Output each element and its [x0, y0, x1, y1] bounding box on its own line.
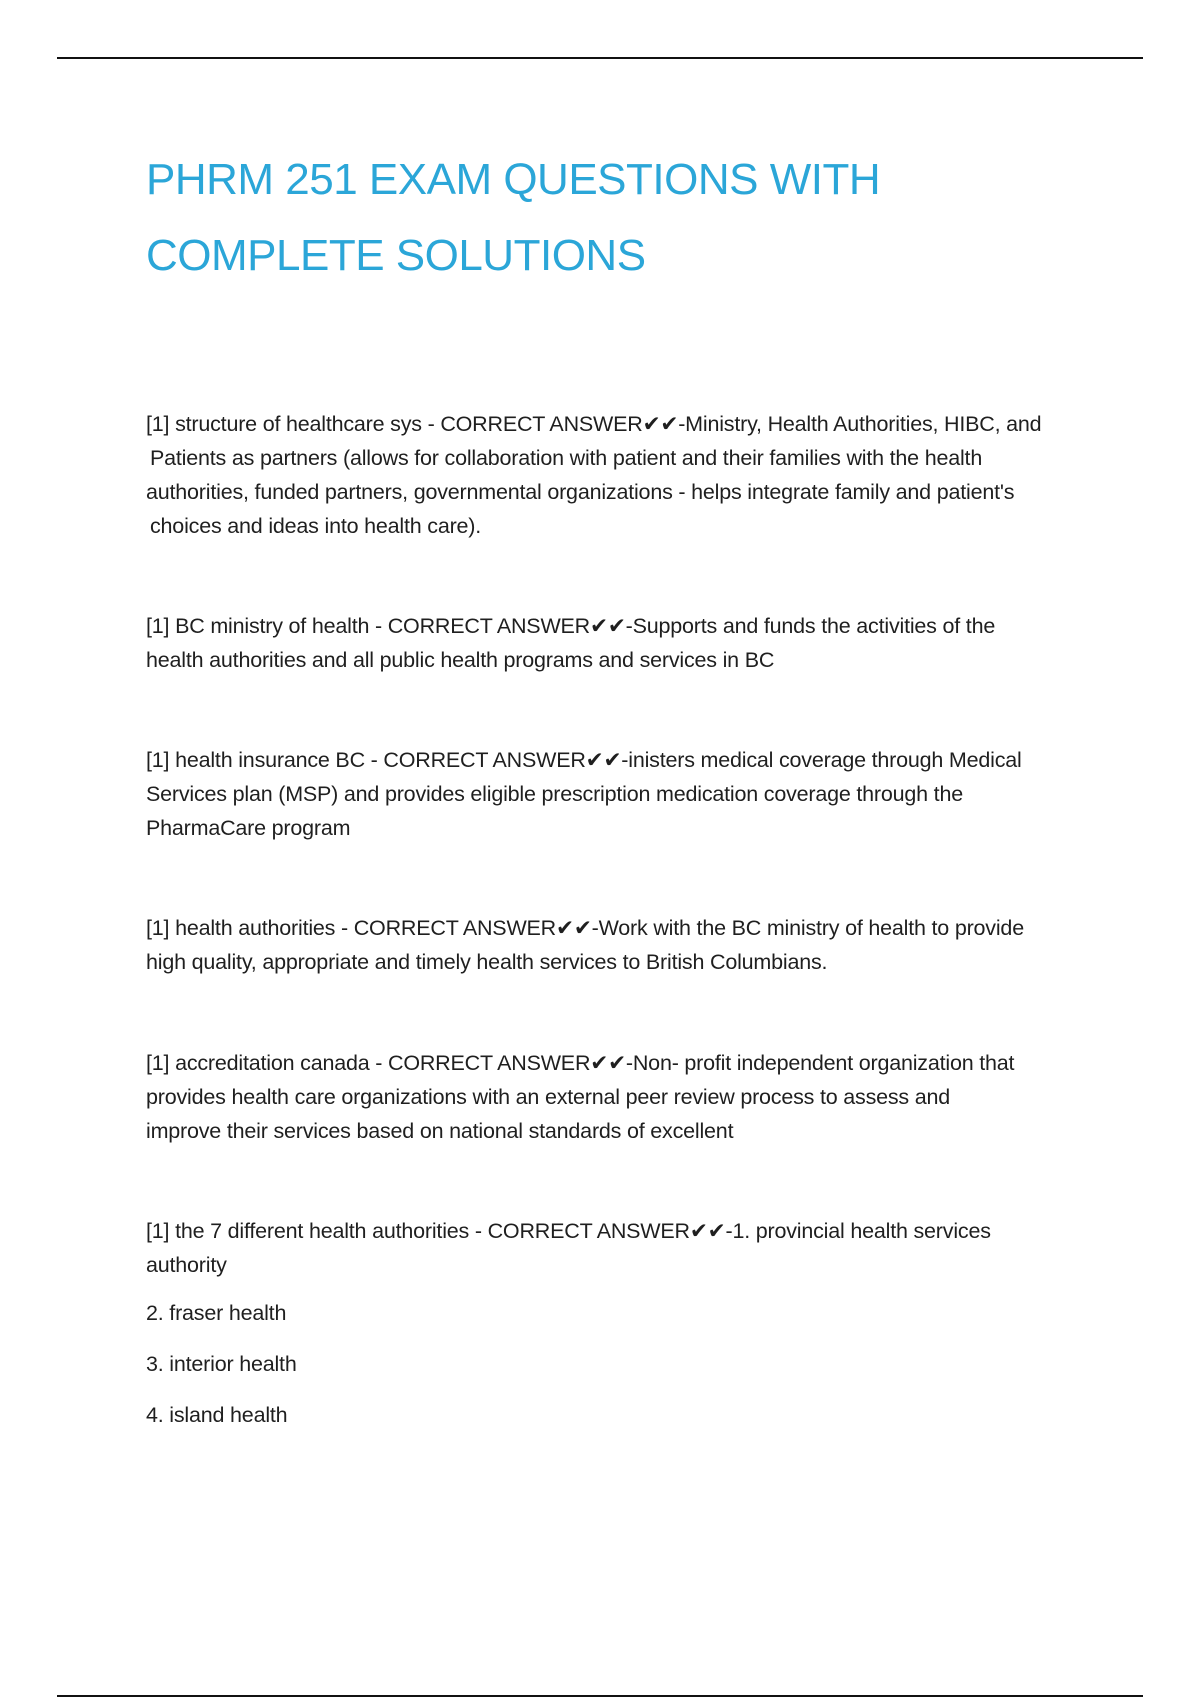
qa-line: PharmaCare program	[146, 816, 351, 840]
document-title	[146, 142, 1106, 294]
qa-entry-health-insurance-bc	[146, 743, 1091, 845]
qa-line: Services plan (MSP) and provides eligible prescription medication coverage through the	[146, 782, 963, 806]
qa-line: [1] health insurance BC - CORRECT ANSWER✔✔-inisters medical coverage through Medical	[146, 748, 1022, 772]
list-item-island-health: 4. island health	[146, 1403, 288, 1427]
qa-line: choices and ideas into health care).	[150, 514, 482, 538]
qa-line: health authorities and all public health programs and services in BC	[146, 648, 775, 672]
qa-line: Patients as partners (allows for collaboration with patient and their families with the health	[150, 446, 983, 470]
list-item-interior-health: 3. interior health	[146, 1352, 297, 1376]
qa-line: authorities, funded partners, governmental organizations - helps integrate family and patient's	[146, 480, 1015, 504]
qa-entry-structure-of-healthcare	[146, 407, 1091, 543]
title-line-1: PHRM 251 EXAM QUESTIONS WITH	[146, 155, 881, 204]
qa-line: [1] structure of healthcare sys - CORRECT ANSWER✔✔-Ministry, Health Authorities, HIBC, and	[146, 412, 1042, 436]
qa-entry-seven-health-authorities	[146, 1214, 1091, 1282]
qa-line: improve their services based on national standards of excellent	[146, 1119, 734, 1143]
qa-entry-accreditation-canada	[146, 1046, 1091, 1148]
qa-line: authority	[146, 1253, 227, 1277]
title-line-2: COMPLETE SOLUTIONS	[146, 231, 646, 280]
qa-line: [1] BC ministry of health - CORRECT ANSWER✔✔-Supports and funds the activities of the	[146, 614, 996, 638]
qa-line: provides health care organizations with an external peer review process to assess and	[146, 1085, 951, 1109]
top-rule	[57, 57, 1143, 59]
qa-entry-health-authorities	[146, 911, 1091, 979]
qa-line: [1] accreditation canada - CORRECT ANSWER✔✔-Non- profit independent organization that	[146, 1051, 1015, 1075]
qa-line: high quality, appropriate and timely health services to British Columbians.	[146, 950, 828, 974]
qa-entry-bc-ministry-of-health	[146, 609, 1091, 677]
bottom-rule	[57, 1695, 1143, 1697]
qa-line: [1] the 7 different health authorities - CORRECT ANSWER✔✔-1. provincial health services	[146, 1219, 991, 1243]
list-item-fraser-health: 2. fraser health	[146, 1301, 287, 1325]
qa-line: [1] health authorities - CORRECT ANSWER✔✔-Work with the BC ministry of health to provide	[146, 916, 1024, 940]
